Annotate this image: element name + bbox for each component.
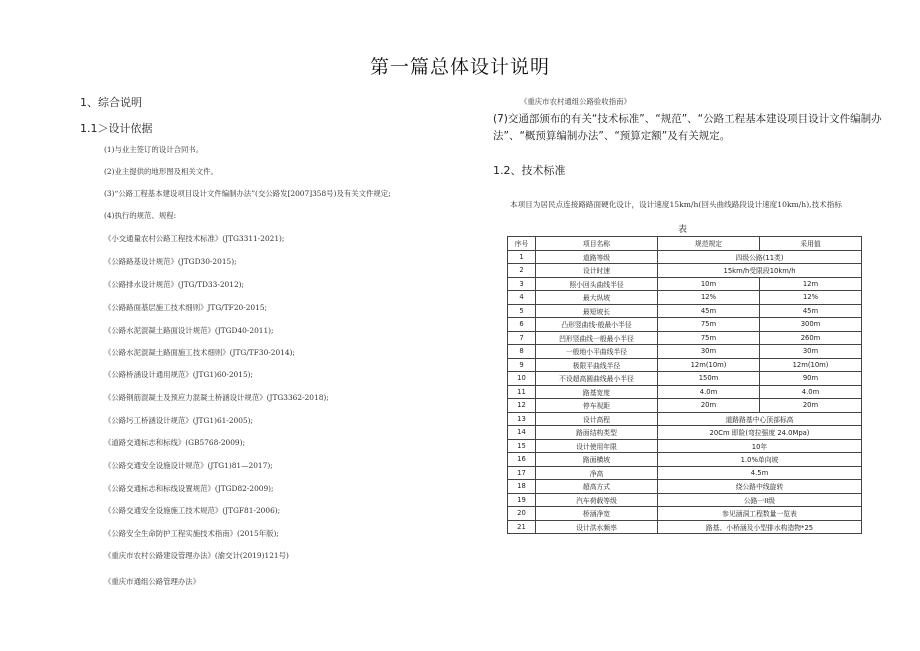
row-item: 设计高程 [536,412,658,426]
row-item: 停车视距 [536,399,658,413]
row-merged-value: 四级公路(11类) [658,250,862,264]
row-standard: 45m [658,304,760,318]
row-number: 19 [508,493,536,507]
row-item: 一般地小平曲线半径 [536,345,658,359]
row-adopted: 4.0m [760,385,862,399]
row-merged-value: 15km/h受限段10km/h [658,264,862,278]
table-row [508,493,862,507]
row-number: 1 [508,250,536,264]
section-heading-design-basis: 1.1＞设计依据 [80,122,153,135]
table-row [508,358,862,372]
row-number: 5 [508,304,536,318]
row-adopted: 90m [760,372,862,386]
table-header-row [508,237,862,251]
regulations-paragraph: (7)交通部颁布的有关“技术标准”、“规范”、“公路工程基本建设项目设计文件编制办法”、“概预算编制办法”、“预算定额”及有关规定。 [493,113,882,142]
row-merged-value: 公路一II级 [658,493,862,507]
header-standard: 规范规定 [658,237,760,251]
row-number: 4 [508,291,536,305]
list-item: 《公路交通安全设施设计规范》(JTG1)81—2017); [104,461,273,470]
list-item: 《公路水泥混凝土路面设计规范》(JTGD40-2011); [104,326,274,335]
table-row [508,399,862,413]
row-number: 6 [508,318,536,332]
header-item: 项目名称 [536,237,658,251]
row-standard: 12m(10m) [658,358,760,372]
list-item: 《公路交通安全设施施工技术规范》(JTGF81-2006); [104,506,281,515]
list-item: (3)“公路工程基本建设项目设计文件编制办法”(交公路发[2007]358号)及有关文件规定; [104,189,391,198]
row-number: 9 [508,358,536,372]
row-item: 路基宽度 [536,385,658,399]
row-adopted: 300m [760,318,862,332]
table-row [508,507,862,521]
header-no: 序号 [508,237,536,251]
row-number: 11 [508,385,536,399]
row-standard: 75m [658,318,760,332]
page-title: 第一篇总体设计说明 [369,56,550,78]
row-item: 净高 [536,466,658,480]
list-item: 《公路排水设计规范》(JTG/TD33-2012); [104,280,245,289]
header-adopted: 采用值 [760,237,862,251]
row-standard: 75m [658,331,760,345]
section-heading-tech-standards: 1.2、技术标准 [493,164,566,177]
tech-standards-table [507,236,862,534]
row-merged-value: 路基、小桥涵及小型排水构造物*25 [658,520,862,534]
row-item: 设计时速 [536,264,658,278]
list-item: 《重庆市通组公路管理办法》 [104,577,201,586]
row-standard: 30m [658,345,760,359]
row-number: 18 [508,480,536,494]
row-number: 3 [508,277,536,291]
table-row [508,453,862,467]
list-item: (4)执行的规范、规程: [104,211,177,220]
row-merged-value: 参见涵洞工程数量一览表 [658,507,862,521]
table-row [508,345,862,359]
table-row [508,277,862,291]
table-row [508,372,862,386]
list-item: 《公路圬工桥涵设计规范》(JTG1)61-2005); [104,416,254,425]
list-item: 《公路水泥混凝土路面施工技术细则》(JTG/TF30-2014); [104,348,295,357]
list-item: 《公路安全生命防护工程实施技术指南》(2015年版); [104,529,279,538]
row-item: 汽车荷载等级 [536,493,658,507]
list-item: 《小交通量农村公路工程技术标准》(JTG3311-2021); [104,234,285,243]
list-item: (1)与业主签订的设计合同书。 [104,145,204,154]
row-merged-value: 10年 [658,439,862,453]
row-item: 极限平曲线半径 [536,358,658,372]
row-adopted: 12% [760,291,862,305]
table-row [508,331,862,345]
table-row [508,291,862,305]
row-number: 8 [508,345,536,359]
row-item: 凹形竖曲线一般最小半径 [536,331,658,345]
row-merged-value: 4.5m [658,466,862,480]
row-item: 超高方式 [536,480,658,494]
row-item: 设计洪水频率 [536,520,658,534]
list-item: 《公路桥涵设计通用规范》(JTG1)60-2015); [104,370,254,379]
row-item: 最短坡长 [536,304,658,318]
section-heading-general: 1、综合说明 [80,96,142,109]
project-intro-text: 本项目为居民点连接路路面硬化设计，设计速度15km/h(回头曲线路段设计速度10km/h),技术指标 [510,200,842,209]
table-row [508,385,862,399]
row-number: 15 [508,439,536,453]
row-adopted: 12m(10m) [760,358,862,372]
table-row [508,426,862,440]
row-number: 2 [508,264,536,278]
row-number: 7 [508,331,536,345]
row-number: 20 [508,507,536,521]
row-merged-value: 20Cm 即险(弯拉强度 24.0Mpa) [658,426,862,440]
row-adopted: 20m [760,399,862,413]
row-item: 不设超高圆曲线最小半径 [536,372,658,386]
table-row [508,250,862,264]
row-standard: 10m [658,277,760,291]
row-item: 凸形竖曲线-般最小半径 [536,318,658,332]
table-row [508,439,862,453]
table-row [508,264,862,278]
list-item: 《公路路基设计规范》(JTGD30-2015); [104,257,237,266]
table-row [508,412,862,426]
table-caption: 表 [678,225,688,235]
row-merged-value: 道路路基中心顶部标高 [658,412,862,426]
row-standard: 12% [658,291,760,305]
row-number: 17 [508,466,536,480]
row-item: 路面结构类型 [536,426,658,440]
acceptance-guide-note: 《重庆市农村通组公路验收指南》 [520,97,631,106]
row-number: 21 [508,520,536,534]
row-number: 16 [508,453,536,467]
row-number: 14 [508,426,536,440]
list-item: (2)业主提供的地形图及相关文件。 [104,167,218,176]
row-standard: 150m [658,372,760,386]
list-item: 《公路路面基层施工技术细则》JTG/TF20-2015; [104,303,268,312]
list-item: 《重庆市农村公路建设管理办法》(渝交计(2019)121号) [104,551,289,560]
row-item: 设计使用年限 [536,439,658,453]
row-item: 路面横坡 [536,453,658,467]
row-adopted: 260m [760,331,862,345]
list-item: 《公路钢筋混凝土及预应力混凝土桥涵设计规范》(JTG3362-2018); [104,393,329,402]
row-item: 道路等级 [536,250,658,264]
row-standard: 4.0m [658,385,760,399]
table-row [508,520,862,534]
row-item: 桥涵净宽 [536,507,658,521]
row-merged-value: 绕公路中线旋转 [658,480,862,494]
row-number: 12 [508,399,536,413]
table-row [508,466,862,480]
row-adopted: 45m [760,304,862,318]
row-adopted: 30m [760,345,862,359]
row-item: 照小回头曲线半径 [536,277,658,291]
table-row [508,304,862,318]
table-row [508,480,862,494]
row-standard: 20m [658,399,760,413]
table-row [508,318,862,332]
row-merged-value: 1.0%单向坡 [658,453,862,467]
list-item: 《公路交通标志和标线设置规范》(JTGD82-2009); [104,484,274,493]
row-item: 最大纵坡 [536,291,658,305]
row-adopted: 12m [760,277,862,291]
list-item: 《道路交通标志和标线》(GB5768-2009); [104,438,246,447]
row-number: 13 [508,412,536,426]
row-number: 10 [508,372,536,386]
